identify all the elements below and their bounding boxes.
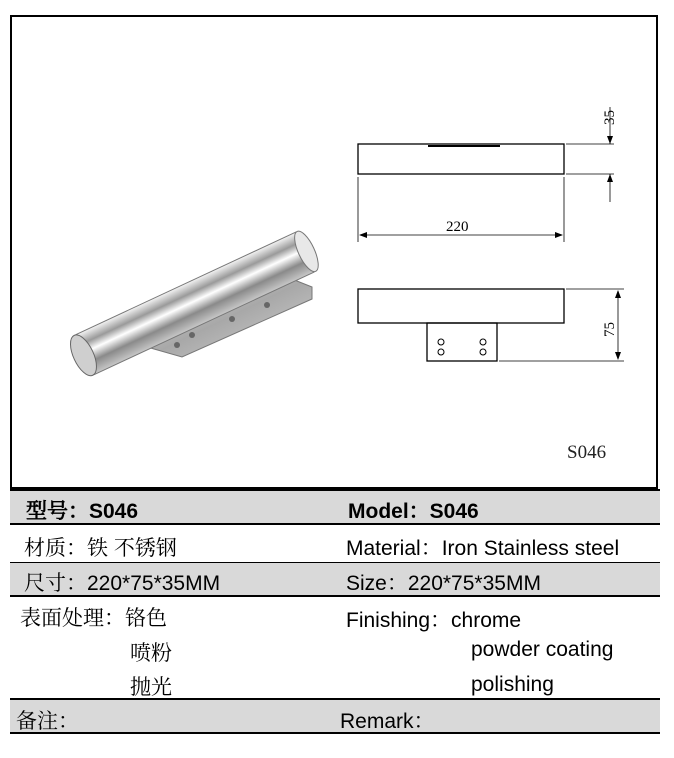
spec-row-finishing	[10, 597, 660, 700]
model-stamp: S046	[567, 442, 607, 463]
dim-height-label: 35	[602, 110, 618, 125]
size-cn: 尺寸：220*75*35MM	[24, 572, 221, 595]
finishing-en-2: powder coating	[471, 638, 614, 661]
model-en: Model：S046	[348, 500, 479, 523]
product-photo	[42, 207, 332, 397]
remark-cn: 备注：	[16, 710, 79, 733]
finishing-cn-3: 抛光	[130, 676, 172, 699]
model-cn: 型号：S046	[26, 500, 139, 523]
finishing-cn-2: 喷粉	[130, 642, 172, 665]
finishing-cn: 表面处理：铬色	[20, 607, 167, 630]
spec-row-remark	[10, 700, 660, 734]
dim-width-label: 75	[602, 322, 618, 337]
finishing-en: Finishing：chrome	[346, 609, 522, 632]
product-image-panel	[10, 15, 658, 489]
material-cn: 材质：铁 不锈钢	[24, 537, 177, 560]
spec-row-model	[10, 489, 660, 525]
finishing-en-3: polishing	[471, 673, 554, 696]
size-en: Size：220*75*35MM	[346, 572, 541, 595]
spec-row-size	[10, 563, 660, 597]
spec-row-material	[10, 525, 660, 563]
technical-drawing	[342, 87, 642, 387]
material-en: Material：Iron Stainless steel	[346, 537, 620, 560]
dim-length-label: 220	[446, 219, 469, 235]
remark-en: Remark：	[340, 710, 435, 733]
